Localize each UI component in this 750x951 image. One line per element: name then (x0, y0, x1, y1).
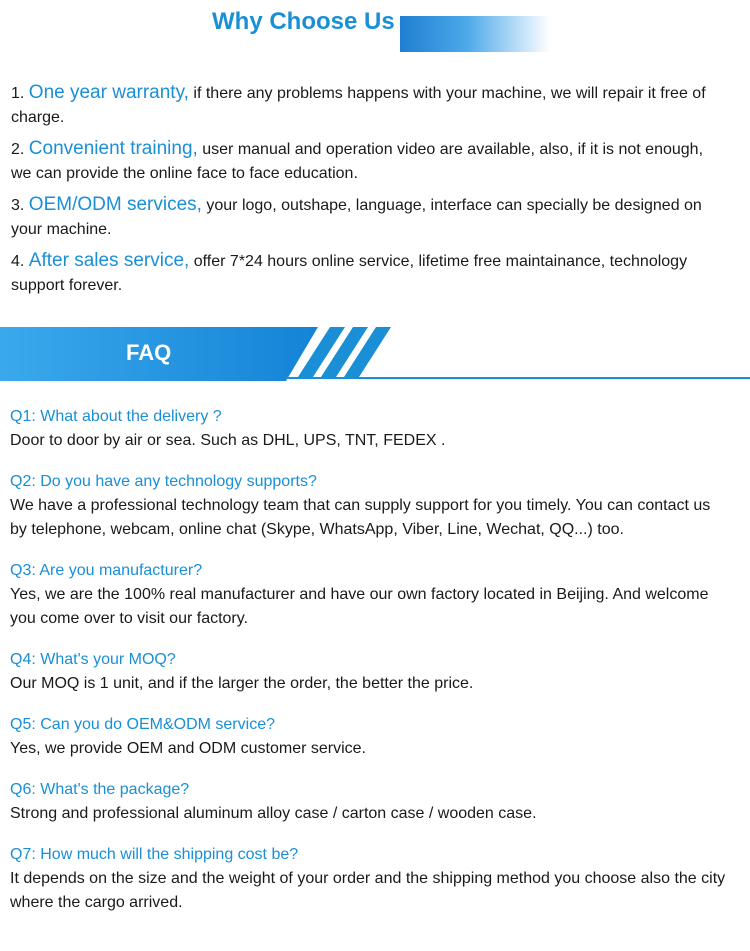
why-gradient-bar (400, 16, 550, 52)
faq-banner-graphic (0, 327, 750, 381)
faq-item (10, 713, 730, 761)
benefit-number: 1. (11, 85, 25, 102)
faq-item (10, 559, 730, 631)
faq-item (10, 778, 730, 826)
faq-item (10, 843, 730, 915)
benefit-text: your logo, outshape, language, interface can specially be designed on your machine. (11, 197, 702, 238)
benefit-item (11, 249, 711, 298)
faq-question: Q1: What about the delivery ? (10, 408, 222, 425)
faq-answer: It depends on the size and the weight of your order and the shipping method you choose also the city where the cargo arrived. (10, 870, 726, 911)
faq-item (10, 470, 730, 542)
benefit-text: user manual and operation video are available, also, if it is not enough, we can provide the online face to face education. (11, 141, 704, 182)
faq-question: Q5: Can you do OEM&ODM service? (10, 716, 275, 733)
benefit-highlight: After sales service, (28, 250, 190, 271)
benefit-number: 3. (11, 197, 25, 214)
benefit-item (11, 193, 711, 242)
faq-question: Q2: Do you have any technology supports? (10, 473, 317, 490)
faq-question: Q4: What's your MOQ? (10, 651, 176, 668)
faq-item (10, 405, 730, 453)
faq-answer: Yes, we provide OEM and ODM customer service. (10, 740, 366, 757)
benefit-item (11, 81, 711, 130)
why-choose-us-header (0, 0, 750, 60)
benefit-highlight: One year warranty, (28, 82, 189, 103)
benefit-number: 2. (11, 141, 25, 158)
benefit-number: 4. (11, 253, 25, 270)
faq-question: Q3: Are you manufacturer? (10, 562, 203, 579)
faq-answer: Door to door by air or sea. Such as DHL, UPS, TNT, FEDEX . (10, 432, 446, 449)
benefit-highlight: Convenient training, (28, 138, 198, 159)
faq-title: FAQ (126, 340, 172, 365)
benefit-text: if there any problems happens with your machine, we will repair it free of charge. (11, 85, 706, 126)
faq-item (10, 648, 730, 696)
faq-answer: We have a professional technology team that can supply support for you timely. You can contact us by telephone, webcam, online chat (Skype, WhatsApp, Viber, Line, Wechat, QQ...) too. (10, 497, 711, 538)
faq-answer: Our MOQ is 1 unit, and if the larger the order, the better the price. (10, 675, 474, 692)
benefit-highlight: OEM/ODM services, (28, 194, 202, 215)
faq-answer: Yes, we are the 100% real manufacturer and have our own factory located in Beijing. And welcome you come over to visit our factory. (10, 586, 709, 627)
why-choose-us-title: Why Choose Us (212, 8, 395, 35)
faq-list (10, 405, 730, 932)
benefits-list (11, 81, 711, 305)
faq-question: Q7: How much will the shipping cost be? (10, 846, 299, 863)
faq-banner (0, 327, 750, 381)
benefit-text: offer 7*24 hours online service, lifetime free maintainance, technology support forever. (11, 253, 688, 294)
faq-underline (286, 377, 750, 379)
benefit-item (11, 137, 711, 186)
faq-answer: Strong and professional aluminum alloy case / carton case / wooden case. (10, 805, 537, 822)
faq-question: Q6: What's the package? (10, 781, 190, 798)
